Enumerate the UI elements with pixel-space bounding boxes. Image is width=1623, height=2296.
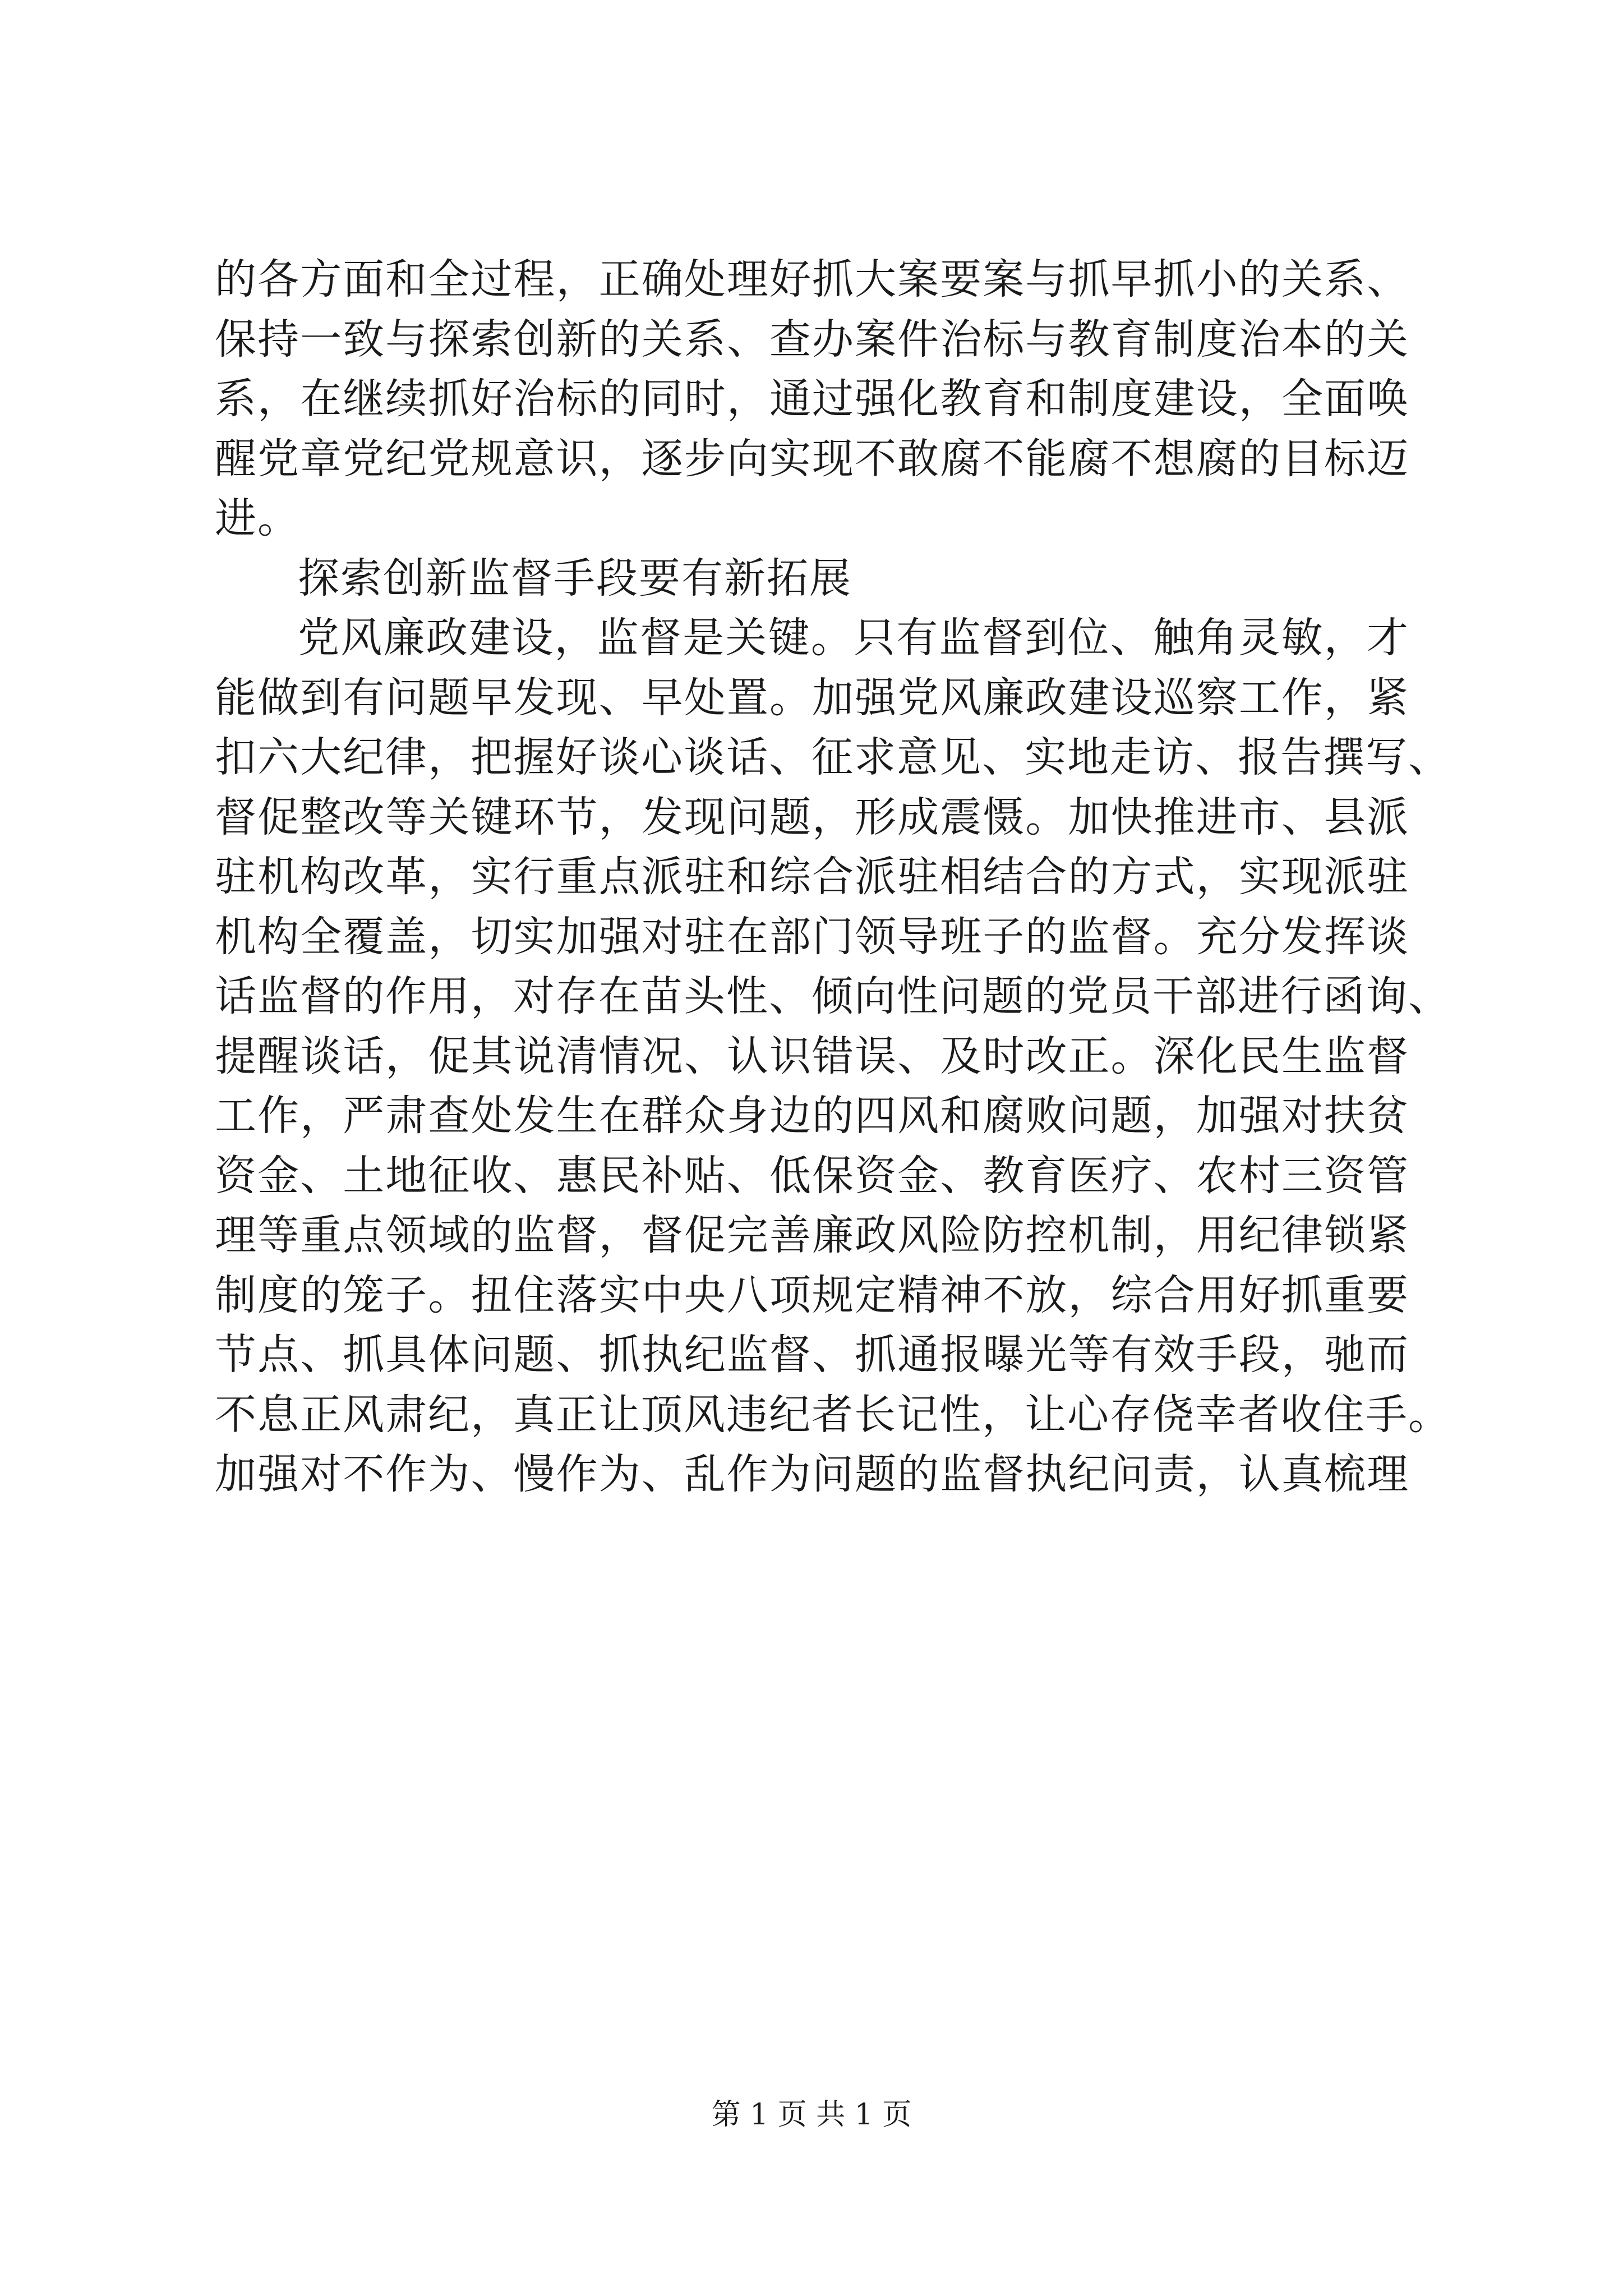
text-line: 保持一致与探索创新的关系、查办案件治标与教育制度治本的关 [215,315,1409,364]
text-line: 能做到有问题早发现、早处置。加强党风廉政建设巡察工作，紧 [215,673,1409,722]
text-line: 的各方面和全过程，正确处理好抓大案要案与抓早抓小的关系、 [215,255,1409,303]
text-line: 扣六大纪律，把握好谈心谈话、征求意见、实地走访、报告撰写、 [215,733,1451,781]
section-heading: 探索创新监督手段要有新拓展 [298,554,852,602]
text-line: 资金、土地征收、惠民补贴、低保资金、教育医疗、农村三资管 [215,1151,1409,1200]
text-line: 节点、抓具体问题、抓执纪监督、抓通报曝光等有效手段，驰而 [215,1331,1409,1379]
text-line: 工作，严肃查处发生在群众身边的四风和腐败问题，加强对扶贫 [215,1092,1409,1140]
text-line: 不息正风肃纪，真正让顶风违纪者长记性，让心存侥幸者收住手。 [215,1390,1451,1439]
text-line: 提醒谈话，促其说清情况、认识错误、及时改正。深化民生监督 [215,1032,1409,1080]
text-line: 驻机构改革，实行重点派驻和综合派驻相结合的方式，实现派驻 [215,853,1409,901]
text-line: 醒党章党纪党规意识，逐步向实现不敢腐不能腐不想腐的目标迈 [215,434,1409,483]
text-line: 机构全覆盖，切实加强对驻在部门领导班子的监督。充分发挥谈 [215,912,1409,961]
text-line: 话监督的作用，对存在苗头性、倾向性问题的党员干部进行函询、 [215,972,1451,1020]
text-line: 理等重点领域的监督，督促完善廉政风险防控机制，用纪律锁紧 [215,1211,1409,1259]
text-line: 党风廉政建设，监督是关键。只有监督到位、触角灵敏，才 [298,614,1409,662]
page-number-footer: 第 1 页 共 1 页 [711,2098,912,2132]
text-line: 进。 [215,494,300,542]
text-line: 制度的笼子。扭住落实中央八项规定精神不放，综合用好抓重要 [215,1271,1409,1319]
text-line: 加强对不作为、慢作为、乱作为问题的监督执纪问责，认真梳理 [215,1450,1409,1498]
text-line: 督促整改等关键环节，发现问题，形成震慑。加快推进市、县派 [215,793,1409,841]
document-body [215,250,1451,1504]
text-line: 系，在继续抓好治标的同时，通过强化教育和制度建设，全面唤 [215,375,1409,423]
